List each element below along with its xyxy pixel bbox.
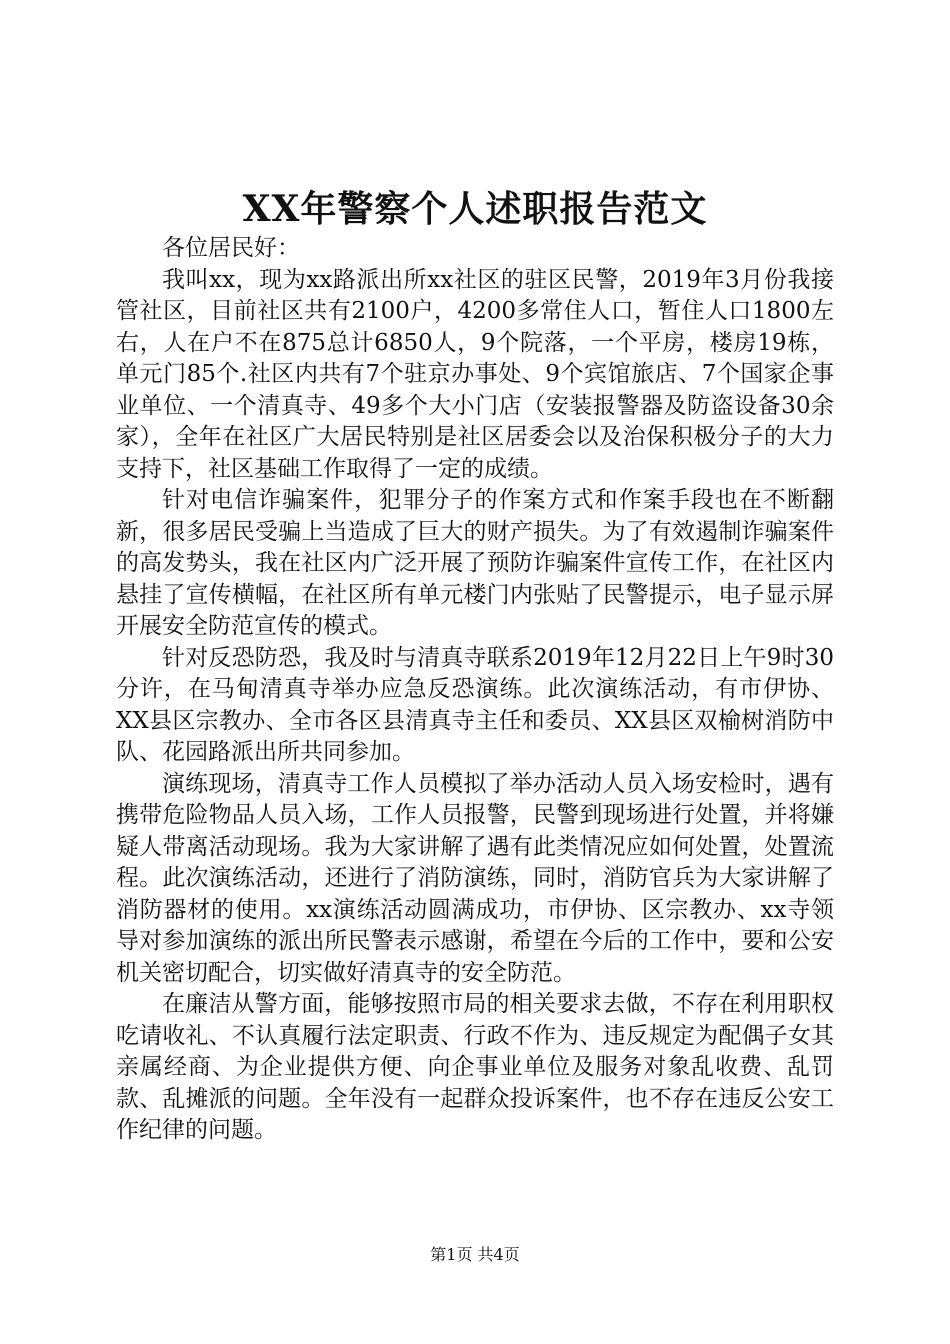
- paragraph-integrity: 在廉洁从警方面，能够按照市局的相关要求去做，不存在利用职权吃请收礼、不认真履行法定职责、行政不作为、违反规定为配偶子女其亲属经商、为企业提供方便、向企事业单位及服务对象乱收费、乱罚款、乱摊派的问题。全年没有一起群众投诉案件，也不存在违反公安工作纪律的问题。: [116, 991, 834, 1143]
- paragraph-counter-terrorism: 针对反恐防恐，我及时与清真寺联系2019年12月22日上午9时30分许，在马甸清真寺举办应急反恐演练。此次演练活动，有市伊协、XX县区宗教办、全市各区县清真寺主任和委员、XX县区双榆树消防中队、花园路派出所共同参加。: [116, 644, 834, 765]
- salutation: 各位居民好：: [162, 235, 300, 261]
- paragraph-drill-scene: 演练现场，清真寺工作人员模拟了举办活动人员入场安检时，遇有携带危险物品人员入场，工作人员报警，民警到现场进行处置，并将嫌疑人带离活动现场。我为大家讲解了遇有此类情况应如何处置，处置流程。此次演练活动，还进行了消防演练，同时，消防官兵为大家讲解了消防器材的使用。xx演练活动圆满成功，市伊协、区宗教办、xx寺领导对参加演练的派出所民警表示感谢，希望在今后的工作中，要和公安机关密切配合，切实做好清真寺的安全防范。: [116, 770, 834, 986]
- page-number-footer: 第1页 共4页: [430, 1245, 520, 1264]
- document-body: [116, 233, 834, 1147]
- paragraph-telecom-fraud: 针对电信诈骗案件，犯罪分子的作案方式和作案手段也在不断翻新，很多居民受骗上当造成了巨大的财产损失。为了有效遏制诈骗案件的高发势头，我在社区内广泛开展了预防诈骗案件宣传工作，在社区内悬挂了宣传横幅，在社区所有单元楼门内张贴了民警提示，电子显示屏开展安全防范宣传的模式。: [116, 487, 834, 639]
- document-title: XX年警察个人述职报告范文: [242, 188, 708, 230]
- paragraph-intro: 我叫xx，现为xx路派出所xx社区的驻区民警，2019年3月份我接管社区，目前社区共有2100户，4200多常住人口，暂住人口1800左右，人在户不在875总计6850人，9个院落，一个平房，楼房19栋，单元门85个.社区内共有7个驻京办事处、9个宾馆旅店、7个国家企事业单位、一个清真寺、49多个大小门店（安装报警器及防盗设备30余家），全年在社区广大居民特别是社区居委会以及治保积极分子的大力支持下，社区基础工作取得了一定的成绩。: [116, 266, 834, 482]
